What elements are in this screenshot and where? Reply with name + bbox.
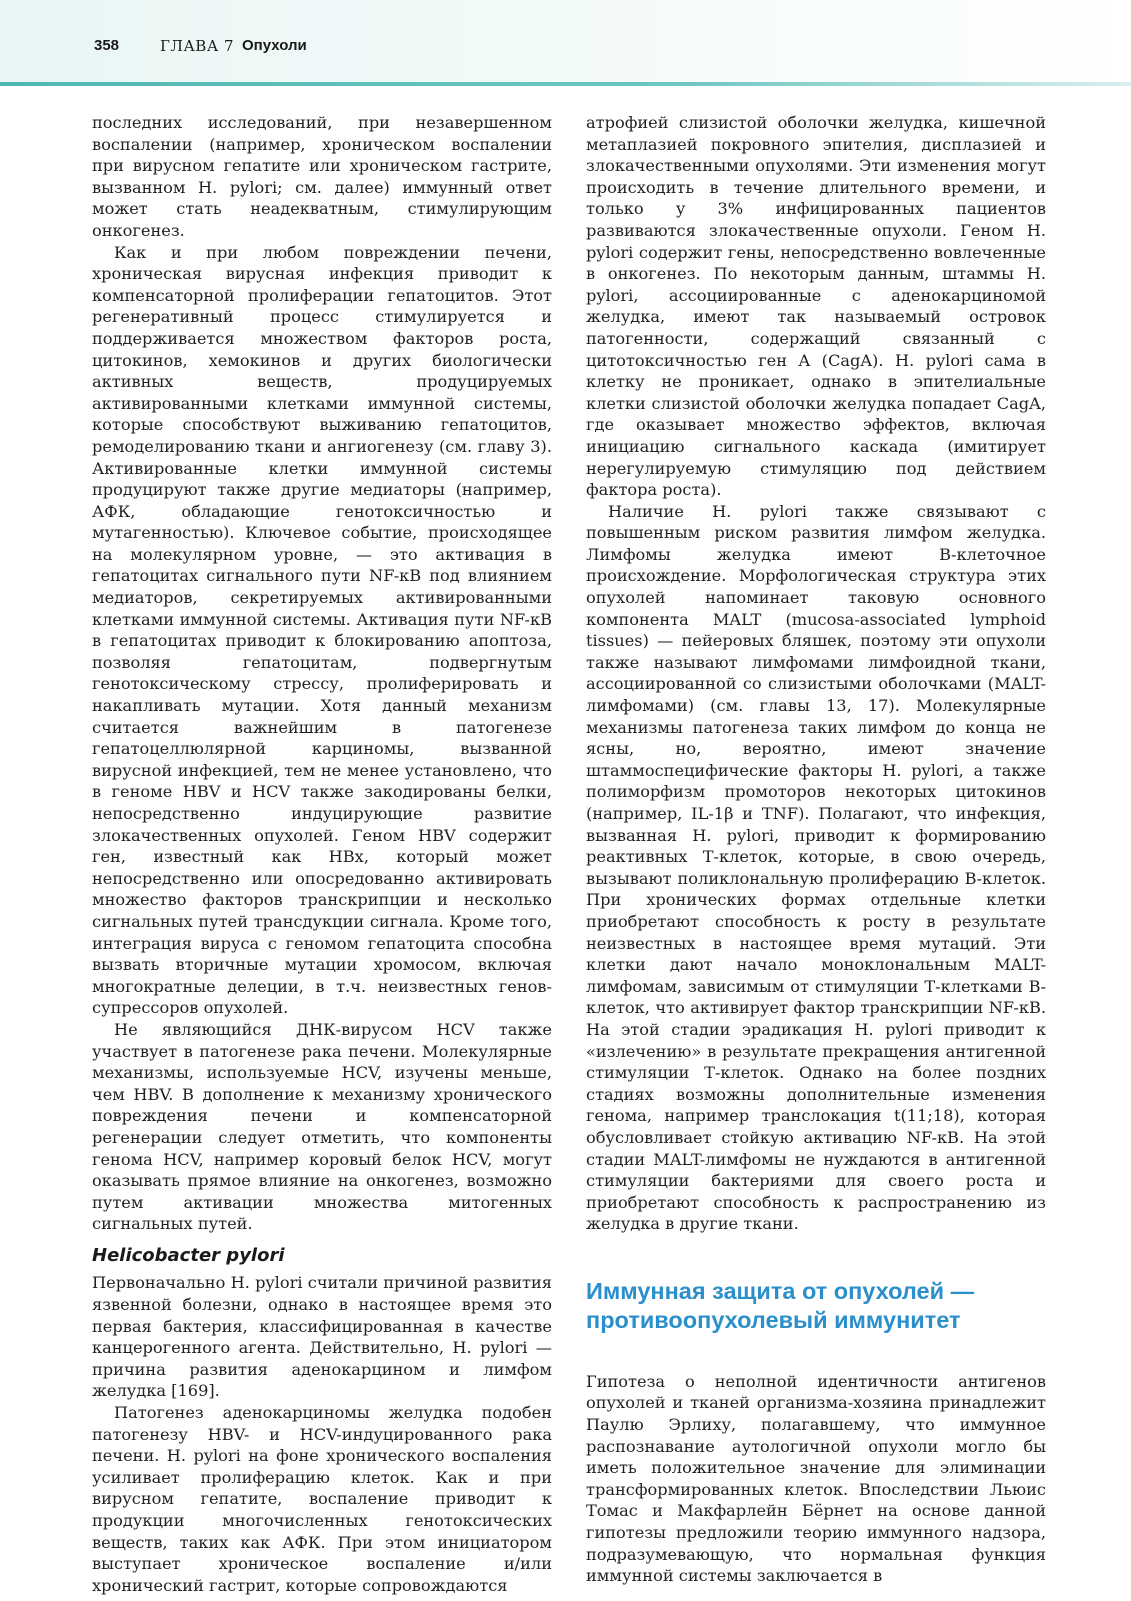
paragraph: Гипотеза о неполной идентичности антигенов опухолей и тканей организма-хозяина принадлежит Паулю Эрлиху, полагавшему, что иммунное распознавание аутологичной опухоли могло бы иметь положительное значение для элиминации трансформированных клеток. Впоследствии Льюис Томас и Макфарлейн Бёрнет на основе данной гипотезы предложили теорию иммунного надзора, подразумевающую, что нормальная функция иммунной системы заключается в <box>586 1371 1046 1586</box>
right-column <box>586 112 1046 1587</box>
paragraph: Не являющийся ДНК-вирусом HCV также участвует в патогенезе рака печени. Молекулярные механизмы, используемые HCV, изучены меньше, чем HBV. В дополнение к механизму хронического повреждения печени и компенсаторной регенерации следует отметить, что компоненты генома HCV, например коровый белок HCV, могут оказывать прямое влияние на онкогенез, возможно путем активации множества митогенных сигнальных путей. <box>92 1019 552 1234</box>
chapter-title: Опухоли <box>242 37 307 54</box>
page-number: 358 <box>94 37 120 54</box>
left-column <box>92 112 552 1596</box>
paragraph: атрофией слизистой оболочки желудка, кишечной метаплазией покровного эпителия, дисплазией и злокачественными опухолями. Эти изменения могут происходить в течение длительного времени, и только у 3% инфицированных пациентов развиваются злокачественные опухоли. Геном H. pylori содержит гены, непосредственно вовлеченные в онкогенез. По некоторым данным, штаммы H. pylori, ассоциированные с аденокарциномой желудка, имеют так называемый островок патогенности, содержащий связанный с цитотоксичностью ген A (CagA). H. pylori сама в клетку не проникает, однако в эпителиальные клетки слизистой оболочки желудка попадает CagA, где оказывает множество эффектов, включая инициацию сигнального каскада (имитирует нерегулируемую стимуляцию под действием фактора роста). <box>586 113 1046 500</box>
paragraph: Патогенез аденокарциномы желудка подобен патогенезу HBV- и HCV-индуцированного рака печени. H. pylori на фоне хронического воспаления усиливает пролиферацию клеток. Как и при вирусном гепатите, воспаление приводит к продукции многочисленных генотоксических веществ, таких как АФК. При этом инициатором выступает хроническое воспаление и/или хронический гастрит, которые сопровождаются <box>92 1403 552 1595</box>
chapter-label: ГЛАВА 7 <box>160 37 235 55</box>
subheading: Helicobacter pylori <box>92 1244 285 1266</box>
paragraph: Первоначально H. pylori считали причиной развития язвенной болезни, однако в настоящее время это первая бактерия, классифицированная в качестве канцерогенного агента. Действительно, H. pylori — причина развития аденокарцином и лимфом желудка [169]. <box>92 1273 552 1401</box>
paragraph: последних исследований, при незавершенном воспалении (например, хроническом воспалении при вирусном гепатите или хроническом гастрите, вызванном H. pylori; см. далее) иммунный ответ может стать неадекватным, стимулирующим онкогенез. <box>92 113 552 240</box>
section-heading: Иммунная защита от опухолей — противоопухолевый иммунитет <box>586 1277 975 1333</box>
header-rule <box>0 82 1131 86</box>
paragraph: Как и при любом повреждении печени, хроническая вирусная инфекция приводит к компенсаторной пролиферации гепатоцитов. Этот регенеративный процесс стимулируется и поддерживается множеством факторов роста, цитокинов, хемокинов и других биологически активных веществ, продуцируемых активированными клетками иммунной системы, которые способствуют выживанию гепатоцитов, ремоделированию ткани и ангиогенезу (см. главу 3). Активированные клетки иммунной системы продуцируют также другие медиаторы (например, АФК, обладающие генотоксичностью и мутагенностью). Ключевое событие, происходящее на молекулярном уровне, — это активация в гепатоцитах сигнального пути NF-κB под влиянием медиаторов, секретируемых активированными клетками иммунной системы. Активация пути NF-κB в гепатоцитах приводит к блокированию апоптоза, позволяя гепатоцитам, подвергнутым генотоксическому стрессу, пролиферировать и накапливать мутации. Хотя данный механизм считается важнейшим в патогенезе гепатоцеллюлярной карциномы, вызванной вирусной инфекцией, тем не менее установлено, что в геноме HBV и HCV также закодированы белки, непосредственно индуцирующие развитие злокачественных опухолей. Геном HBV содержит ген, известный как HBx, который может непосредственно или опосредованно активировать множество факторов транскрипции и несколько сигнальных путей трансдукции сигнала. Кроме того, интеграция вируса с геномом гепатоцита способна вызвать вторичные мутации хромосом, включая многократные делеции, в т.ч. неизвестных генов-супрессоров опухолей. <box>92 242 552 1018</box>
paragraph: Наличие H. pylori также связывают с повышенным риском развития лимфом желудка. Лимфомы желудка имеют В-клеточное происхождение. Морфологическая структура этих опухолей напоминает таковую основного компонента MALT (mucosa-associated lymphoid tissues) — пейеровых бляшек, поэтому эти опухоли также называют лимфомами лимфоидной ткани, ассоциированной со слизистыми оболочками (MALT-лимфомами) (см. главы 13, 17). Молекулярные механизмы патогенеза таких лимфом до конца не ясны, но, вероятно, имеют значение штаммоспецифические факторы H. pylori, а также полиморфизм промоторов некоторых цитокинов (например, IL-1β и TNF). Полагают, что инфекция, вызванная H. pylori, приводит к формированию реактивных Т-клеток, которые, в свою очередь, вызывают поликлональную пролиферацию В-клеток. При хронических формах отдельные клетки приобретают способность к росту в результате неизвестных в настоящее время мутаций. Эти клетки дают начало моноклональным MALT-лимфомам, зависимым от стимуляции Т-клетками В-клеток, что активирует фактор транскрипции NF-κB. На этой стадии эрадикация H. pylori приводит к «излечению» в результате прекращения антигенной стимуляции Т-клеток. Однако на более поздних стадиях возможны дополнительные изменения генома, например транслокация t(11;18), которая обусловливает стойкую активацию NF-κB. На этой стадии MALT-лимфомы не нуждаются в антигенной стимуляции бактериями для своего роста и приобретают способность к распространению из желудка в другие ткани. <box>586 501 1046 1234</box>
